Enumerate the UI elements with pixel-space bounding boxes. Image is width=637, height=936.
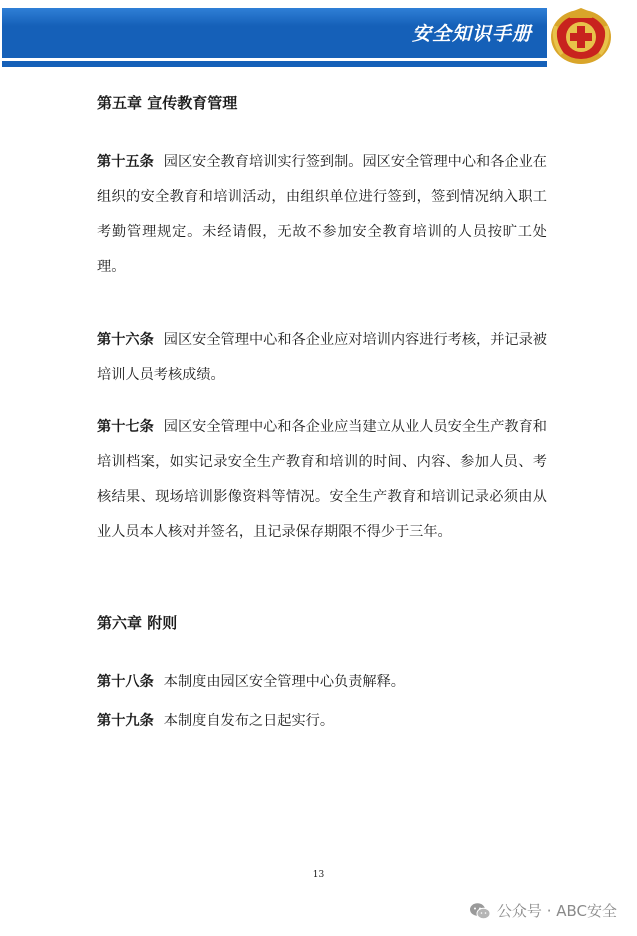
article-text: 园区安全教育培训实行签到制。园区安全管理中心和各企业在组织的安全教育和培训活动，由组织单位进行签到，签到情况纳入职工考勤管理规定。未经请假，无故不参加安全教育培训的人员按旷工处理。 — [97, 154, 547, 275]
wechat-icon — [469, 902, 491, 920]
watermark — [469, 900, 617, 921]
article-text: 园区安全管理中心和各企业应当建立从业人员安全生产教育和培训档案，如实记录安全生产教育和培训的时间、内容、参加人员、考核结果、现场培训影像资料等情况。安全生产教育和培训记录必须由从业人员本人核对并签名，且记录保存期限不得少于三年。 — [97, 419, 547, 540]
article-16 — [97, 323, 547, 393]
article-text: 本制度由园区安全管理中心负责解释。 — [163, 674, 405, 690]
article-number: 第十七条 — [97, 419, 154, 435]
article-number: 第十五条 — [97, 154, 154, 170]
article-text: 园区安全管理中心和各企业应对培训内容进行考核，并记录被培训人员考核成绩。 — [97, 332, 547, 383]
article-number: 第十八条 — [97, 674, 154, 690]
page-number: 13 — [312, 870, 325, 880]
article-number: 第十六条 — [97, 332, 154, 348]
header-banner — [0, 0, 637, 70]
safety-emblem-icon — [548, 4, 614, 66]
article-text: 本制度自发布之日起实行。 — [163, 713, 335, 729]
watermark-text: 公众号 · ABC安全 — [496, 902, 617, 920]
manual-title: 安全知识手册 — [411, 23, 532, 45]
article-number: 第十九条 — [97, 713, 154, 729]
banner-rule — [2, 61, 547, 67]
article-15 — [97, 145, 547, 285]
chapter-heading: 第五章 宣传教育管理 — [97, 94, 238, 112]
article-19 — [97, 704, 547, 739]
article-18 — [97, 665, 547, 700]
article-17 — [97, 410, 547, 550]
chapter-heading: 第六章 附则 — [97, 614, 178, 632]
